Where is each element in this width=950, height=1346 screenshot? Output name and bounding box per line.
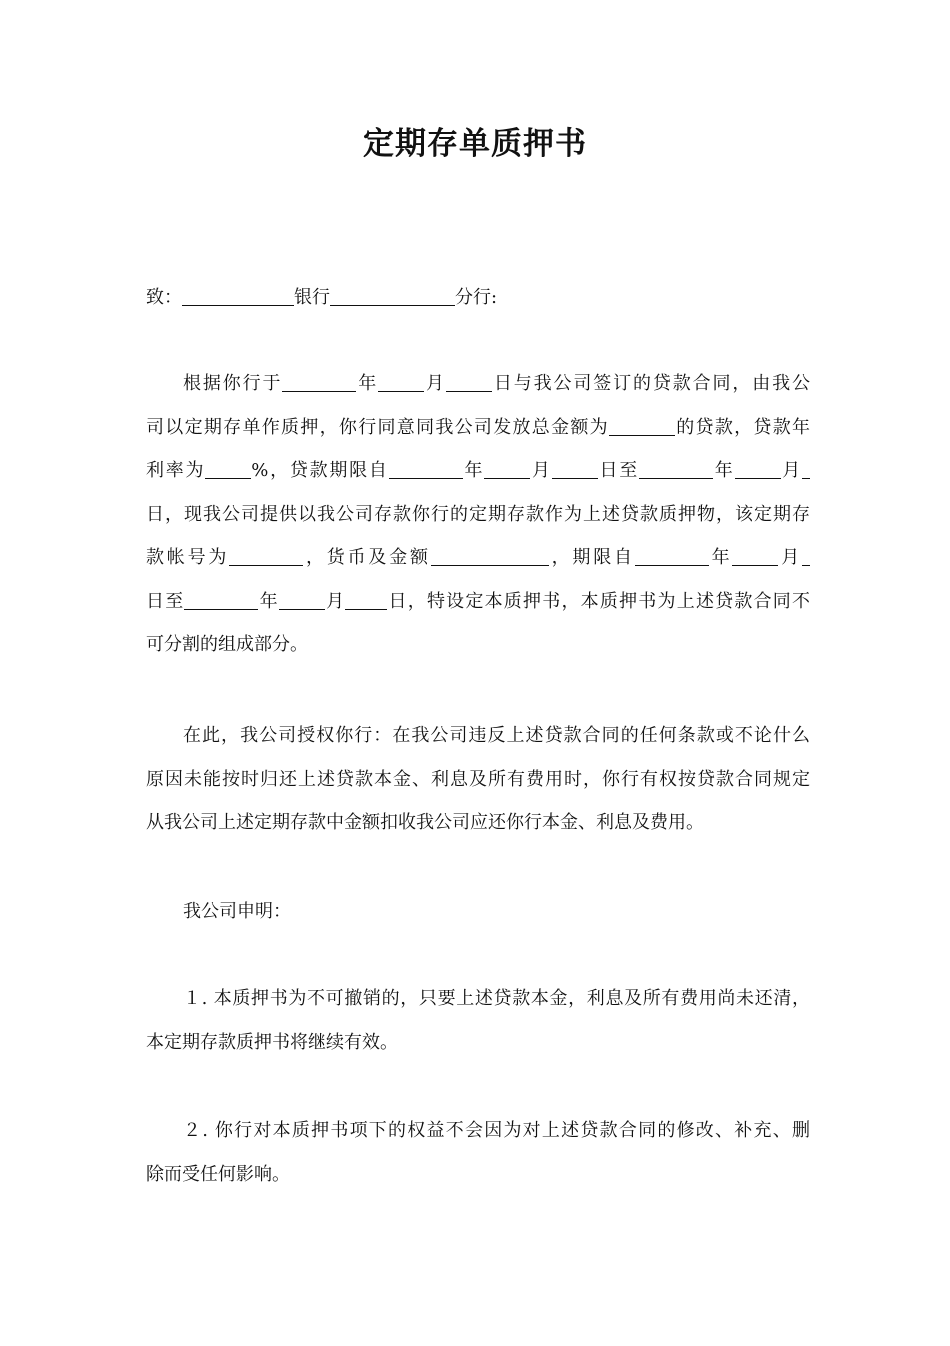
deposit-end-year-blank <box>184 587 258 610</box>
paragraph2-line1: 在此，我公司授权你行：在我公司违反上述贷款合同的任何条款或不论什么 <box>183 725 810 746</box>
deposit-start-month-blank <box>732 543 778 566</box>
item1-line2: 本定期存款质押书将继续有效。 <box>146 1031 398 1053</box>
loan-amount-blank <box>609 413 675 436</box>
currency-amount-blank <box>431 543 549 566</box>
loan-start-month-blank <box>484 456 530 479</box>
deposit-start-year-blank <box>635 543 709 566</box>
loan-contract-paragraph <box>146 362 810 667</box>
item2-line1: ２. 你行对本质押书项下的权益不会因为对上述贷款合同的修改、补充、删 <box>183 1120 810 1141</box>
paragraph2-line3: 从我公司上述定期存款中金额扣收我公司应还你行本金、利息及费用。 <box>146 812 704 833</box>
deposit-end-month-blank <box>279 587 325 610</box>
paragraph1-line5: 款帐号为 ，货币及金额 ，期限自 年 月 <box>146 536 810 580</box>
account-number-blank <box>229 543 303 566</box>
bank-name-blank <box>182 283 294 306</box>
authorization-paragraph <box>146 714 810 845</box>
paragraph1-line6: 日至 年 月 日，特设定本质押书，本质押书为上述贷款合同不 <box>146 580 810 624</box>
paragraph1-line3: 利率为 %，贷款期限自 年 月 日至 年 月 <box>146 449 810 493</box>
addressee-prefix: 致： <box>146 287 182 308</box>
deposit-end-day-blank <box>345 587 387 610</box>
sign-day-blank <box>446 369 492 392</box>
document-title: 定期存单质押书 <box>363 126 587 162</box>
interest-rate-blank <box>205 456 251 479</box>
item2-line2: 除而受任何影响。 <box>146 1163 290 1185</box>
declaration-heading: 我公司申明： <box>183 901 291 922</box>
sign-month-blank <box>378 369 424 392</box>
paragraph2-line2: 原因未能按时归还上述贷款本金、利息及所有费用时，你行有权按贷款合同规定 <box>146 768 810 790</box>
loan-end-month-blank <box>735 456 781 479</box>
declaration-item-2 <box>146 1109 810 1196</box>
branch-label: 分行: <box>455 287 498 308</box>
loan-start-year-blank <box>389 456 463 479</box>
paragraph1-line4: 日，现我公司提供以我公司存款你行的定期存款作为上述贷款质押物，该定期存 <box>146 503 810 525</box>
addressee-line <box>146 276 810 320</box>
sign-year-blank <box>282 369 356 392</box>
bank-label: 银行 <box>294 287 330 308</box>
item1-line1: １. 本质押书为不可撤销的，只要上述贷款本金，利息及所有费用尚未还清， <box>183 988 810 1009</box>
loan-end-year-blank <box>639 456 713 479</box>
branch-name-blank <box>330 283 455 306</box>
paragraph1-line2: 司以定期存单作质押，你行同意同我公司发放总金额为 的贷款，贷款年 <box>146 406 810 450</box>
declaration-item-1 <box>146 977 810 1064</box>
loan-start-day-blank <box>552 456 598 479</box>
paragraph1-line1: 根据你行于 年 月 日与我公司签订的贷款合同，由我公 <box>146 362 810 406</box>
paragraph1-line7: 可分割的组成部分。 <box>146 634 308 655</box>
